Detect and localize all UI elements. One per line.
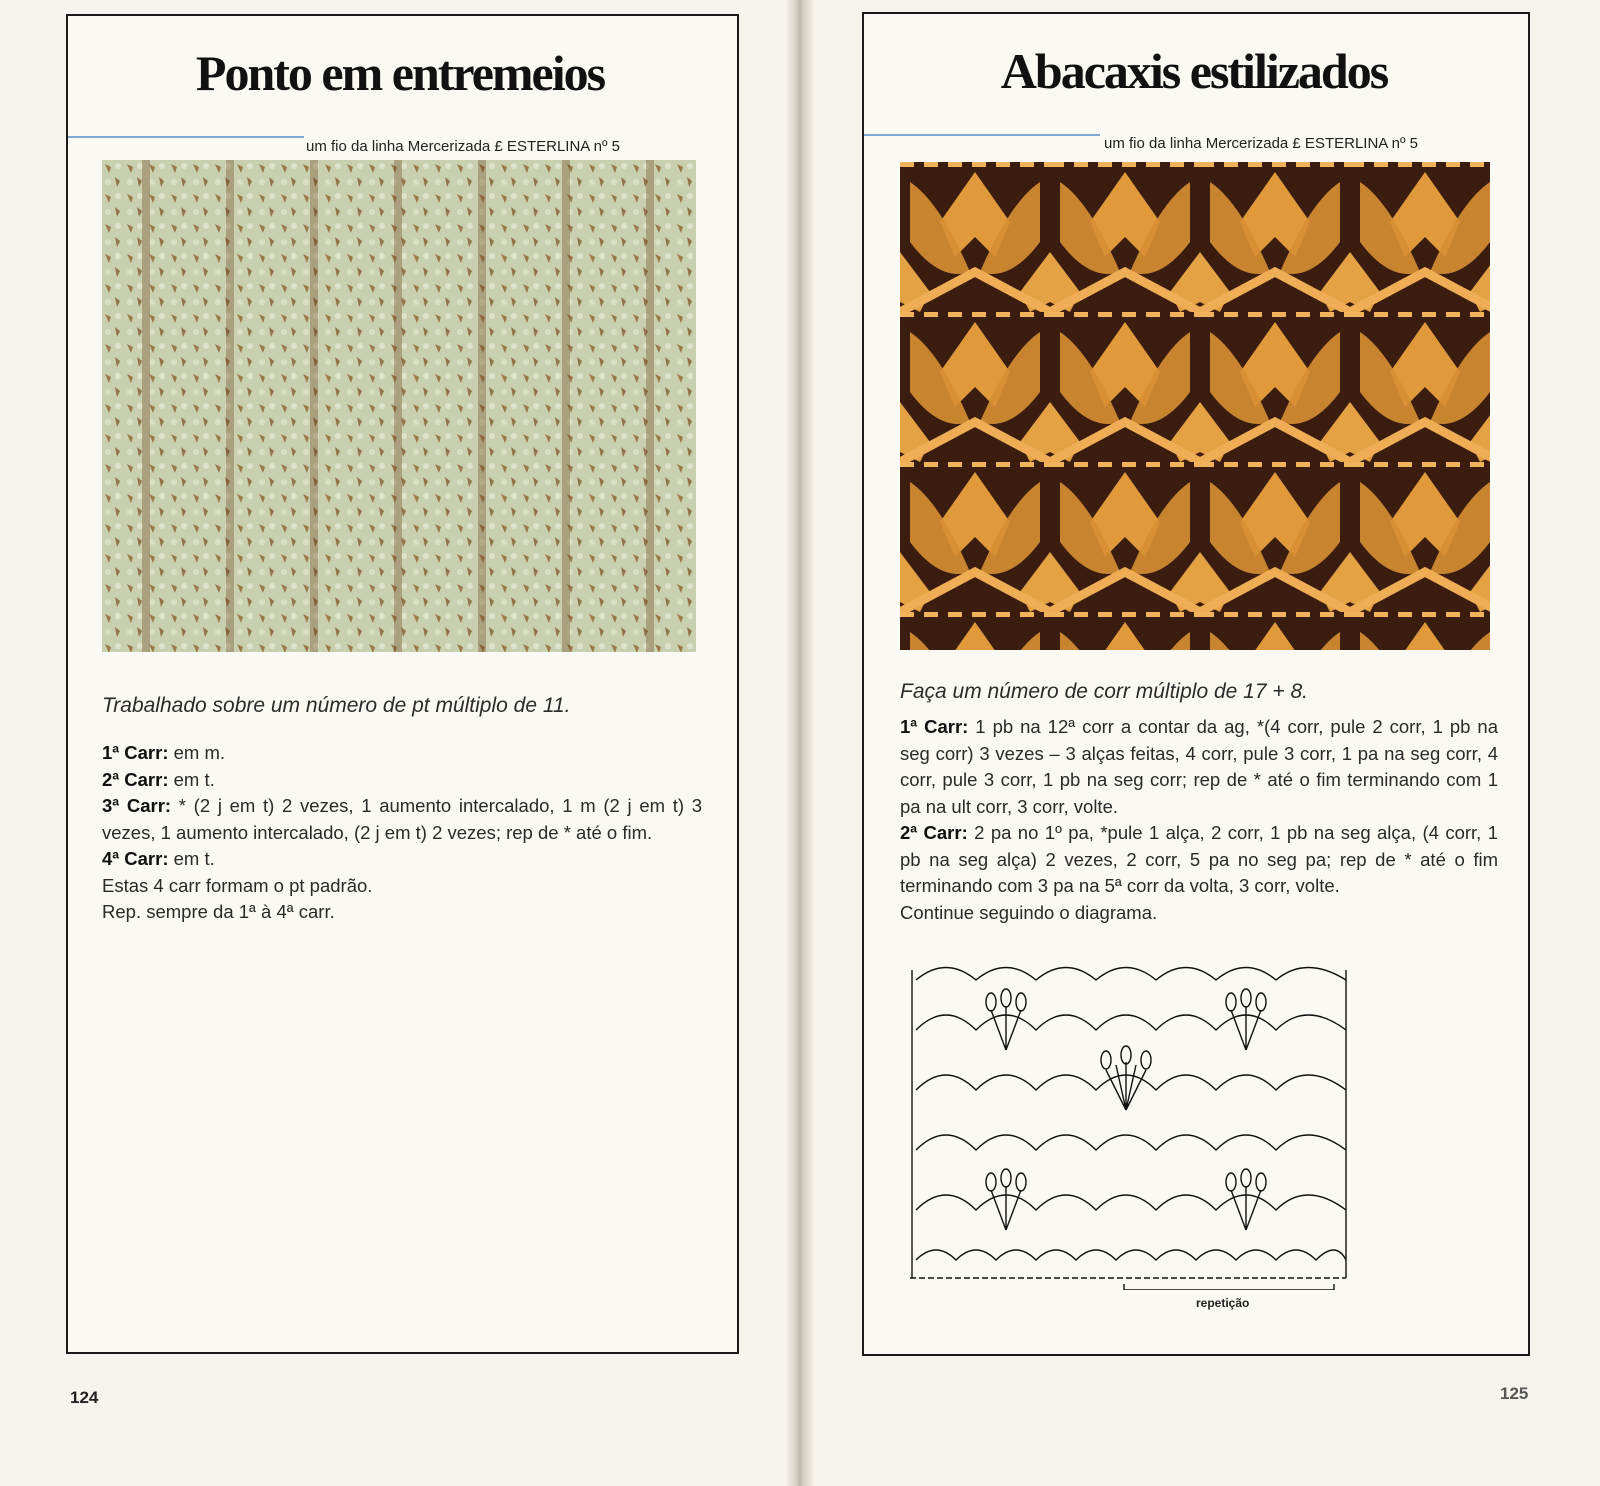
row-3-left [102,793,702,846]
row-2-right [900,820,1498,900]
row-label: 1ª Carr: [900,716,969,737]
page-number-right: 125 [1500,1384,1529,1403]
title-rule-left [68,136,304,138]
row-label: 1ª Carr: [102,742,169,763]
yarn-note-right: um fio da linha Mercerizada £ ESTERLINA nº 5 [1104,135,1418,152]
row-1-right [900,714,1498,820]
row-label: 2ª Carr: [900,822,968,843]
page-title-left: Ponto em entremeios [195,45,605,101]
row-text: em m. [168,742,226,763]
title-rule-right [864,134,1100,136]
stitch-photo-right [900,162,1490,650]
note-2-left: Rep. sempre da 1ª à 4ª carr. [102,901,335,922]
diagram-repeat-label: repetição [1196,1296,1250,1310]
row-text: em t. [168,848,215,869]
row-text: 1 pb na 12ª corr a contar da ag, *(4 corr, pule 2 corr, 1 pb na seg corr) 3 vezes – 3 alças feitas, 4 corr, pule 3 corr, 1 pa na seg corr, 4 corr, pule 3 corr, 1 pb na seg corr; rep de * até o fim terminando com 1 pa na ult corr, 3 corr, volte. [900,716,1498,817]
row-4-left [102,846,702,873]
row-text: * (2 j em t) 2 vezes, 1 aumento intercalado, 1 m (2 j em t) 3 vezes, 1 aumento intercalado, (2 j em t) 2 vezes; rep de * até o fim. [102,795,703,843]
row-label: 3ª Carr: [102,795,172,816]
pattern-intro-left: Trabalhado sobre um número de pt múltiplo de 11. [102,694,571,717]
row-1-left [102,740,702,767]
crochet-diagram [906,960,1360,1290]
row-text: em t. [168,768,215,790]
instructions-right [900,714,1498,926]
row-text: 2 pa no 1º pa, *pule 1 alça, 2 corr, 1 pb na seg alça, (4 corr, 1 pb na seg alça) 2 vezes, 2 corr, 5 pa no seg pa; rep de * até o fim terminando com 3 pa na 5ª corr da volta, 3 corr, volte. [900,822,1499,896]
note-right: Continue seguindo o diagrama. [900,901,1158,923]
row-label: 4ª Carr: [102,848,169,869]
row-label: 2ª Carr: [102,768,169,790]
pattern-intro-right: Faça um número de corr múltiplo de 17 + 8. [900,680,1308,703]
yarn-note-left: um fio da linha Mercerizada £ ESTERLINA nº 5 [306,138,620,155]
page-title-right: Abacaxis estilizados [1000,43,1388,99]
stitch-photo-left [102,160,696,652]
note-1-left: Estas 4 carr formam o pt padrão. [102,874,373,896]
row-2-left [102,767,702,794]
instructions-left [102,740,702,926]
page-number-left: 124 [70,1388,99,1407]
book-gutter [785,0,815,1486]
